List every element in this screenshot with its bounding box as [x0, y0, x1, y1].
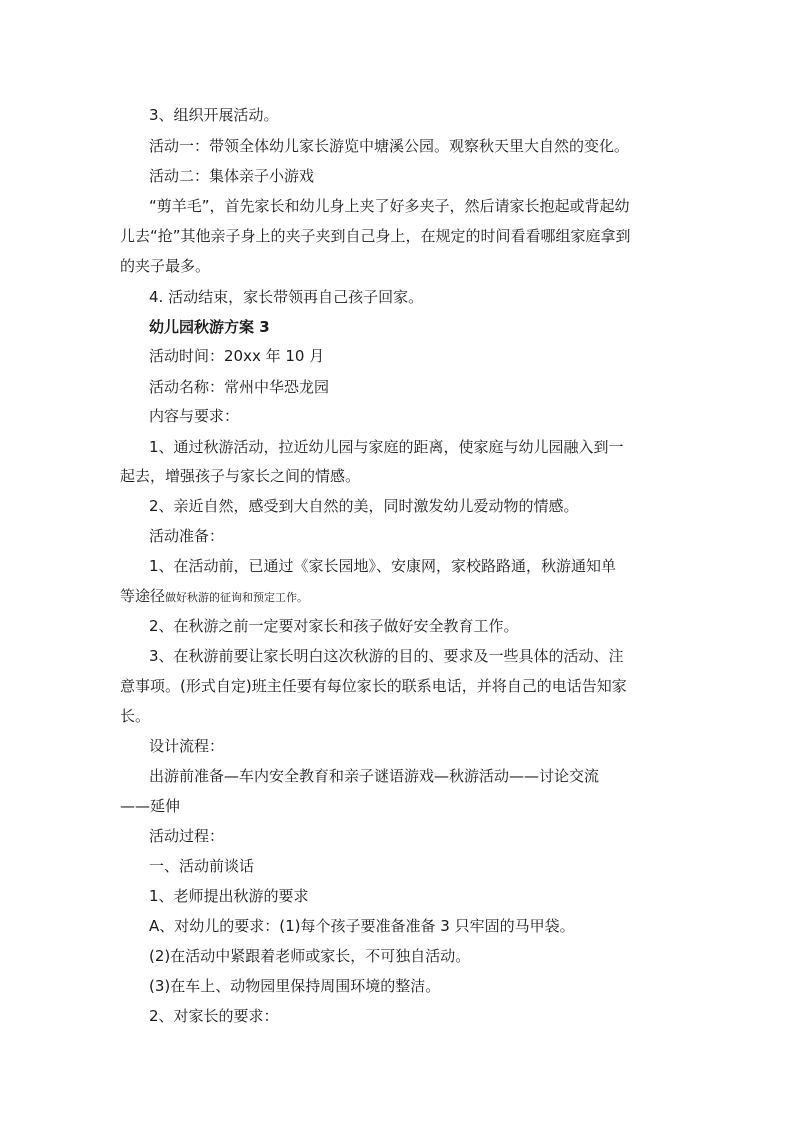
- paragraph-text: 等途径: [120, 587, 166, 605]
- paragraph: (3)在车上、动物园里保持周围环境的整洁。: [149, 977, 441, 995]
- section-heading: 幼儿园秋游方案 3: [149, 318, 270, 336]
- paragraph: ——延伸: [120, 797, 181, 815]
- paragraph: 的夹子最多。: [120, 257, 211, 275]
- paragraph: 活动过程：: [149, 827, 225, 845]
- paragraph: 起去，增强孩子与家长之间的情感。: [120, 467, 361, 485]
- paragraph: “剪羊毛”，首先家长和幼儿身上夹了好多夹子，然后请家长抱起或背起幼: [149, 197, 630, 215]
- paragraph: 4. 活动结束，家长带领再自己孩子回家。: [149, 288, 424, 306]
- paragraph: 活动时间：20xx 年 10 月: [149, 347, 325, 365]
- paragraph: 1、老师提出秋游的要求: [149, 887, 309, 905]
- paragraph: 3、在秋游前要让家长明白这次秋游的目的、要求及一些具体的活动、注: [149, 647, 624, 665]
- paragraph: 1、在活动前，已通过《家长园地》、安康网，家校路路通，秋游通知单: [149, 557, 617, 575]
- paragraph: 儿去“抢”其他亲子身上的夹子夹到自己身上，在规定的时间看看哪组家庭拿到: [120, 227, 631, 245]
- paragraph: 出游前准备—车内安全教育和亲子谜语游戏—秋游活动——讨论交流: [149, 767, 600, 785]
- paragraph: [120, 586, 308, 608]
- paragraph: 3、组织开展活动。: [149, 106, 279, 124]
- paragraph: 内容与要求：: [149, 407, 240, 425]
- paragraph: 长。: [120, 707, 151, 725]
- paragraph: 一、活动前谈话: [149, 857, 255, 875]
- paragraph: 活动准备：: [149, 527, 225, 545]
- paragraph: A、对幼儿的要求：(1)每个孩子要准备准备 3 只牢固的马甲袋。: [149, 917, 575, 935]
- paragraph-text-small: 做好秋游的征询和预定工作。: [165, 591, 309, 604]
- paragraph: 意事项。(形式自定)班主任要有每位家长的联系电话，并将自己的电话告知家: [120, 677, 627, 695]
- paragraph: 活动二：集体亲子小游戏: [149, 167, 315, 185]
- paragraph: 2、在秋游之前一定要对家长和孩子做好安全教育工作。: [149, 617, 519, 635]
- paragraph: 2、亲近自然，感受到大自然的美，同时激发幼儿爱动物的情感。: [149, 497, 579, 515]
- paragraph: 1、通过秋游活动，拉近幼儿园与家庭的距离，使家庭与幼儿园融入到一: [149, 438, 624, 456]
- paragraph: (2)在活动中紧跟着老师或家长，不可独自活动。: [149, 947, 471, 965]
- paragraph: 活动名称：常州中华恐龙园: [149, 378, 330, 396]
- paragraph: 2、对家长的要求：: [149, 1007, 279, 1025]
- paragraph: 活动一：带领全体幼儿家长游览中塘溪公园。观察秋天里大自然的变化。: [149, 137, 630, 155]
- paragraph: 设计流程：: [149, 737, 225, 755]
